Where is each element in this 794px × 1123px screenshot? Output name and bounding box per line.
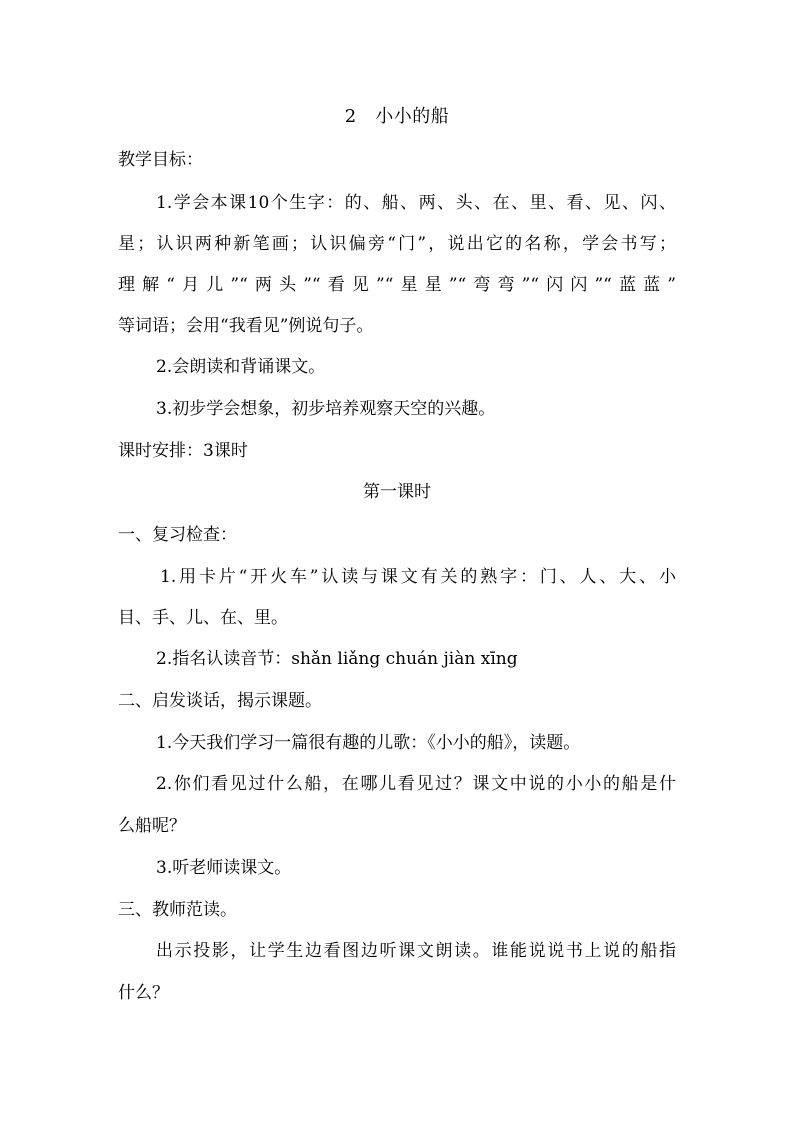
paragraph-line: 2.会朗读和背诵课文。 — [156, 357, 326, 377]
section-heading-teacher-reading: 三、教师范读。 — [118, 900, 237, 920]
section-heading-review: 一、复习检查： — [118, 525, 237, 545]
paragraph-line: 1.学会本课10个生字：的、船、两、头、在、里、看、见、闪、 — [156, 193, 676, 213]
paragraph-line: 理解“月儿”“两头”“看见”“星星”“弯弯”“闪闪”“蓝蓝” — [118, 275, 676, 295]
page-title: 2 小小的船 — [344, 106, 450, 127]
paragraph-line: 目、手、儿、在、里。 — [118, 608, 288, 628]
paragraph-line: 2.你们看见过什么船，在哪儿看见过？课文中说的小小的船是什 — [156, 774, 676, 794]
paragraph-line: 出示投影，让学生边看图边听课文朗读。谁能说说书上说的船指 — [156, 941, 676, 961]
paragraph-line: 等词语；会用“我看见”例说句子。 — [118, 316, 374, 336]
paragraph-line: 2.指名认读音节：shǎn liǎng chuán jiàn xīng — [156, 649, 518, 669]
section-heading-objectives: 教学目标： — [118, 150, 203, 170]
paragraph-line: 星；认识两种新笔画；认识偏旁“门”，说出它的名称，学会书写； — [118, 234, 676, 254]
paragraph-line: 么船呢？ — [118, 816, 186, 836]
paragraph-line: 3.初步学会想象，初步培养观察天空的兴趣。 — [156, 399, 496, 419]
paragraph-line: 1.今天我们学习一篇很有趣的儿歌：《小小的船》，读题。 — [156, 733, 581, 753]
section-heading-schedule: 课时安排：3课时 — [118, 441, 248, 461]
paragraph-line: 3.听老师读课文。 — [156, 858, 292, 878]
subtitle-first-lesson: 第一课时 — [363, 482, 431, 502]
paragraph-line: 1.用卡片“开火车”认读与课文有关的熟字：门、人、大、小 — [160, 567, 676, 587]
paragraph-line: 什么？ — [118, 983, 169, 1003]
section-heading-introduction: 二、启发谈话，揭示课题。 — [118, 691, 322, 711]
